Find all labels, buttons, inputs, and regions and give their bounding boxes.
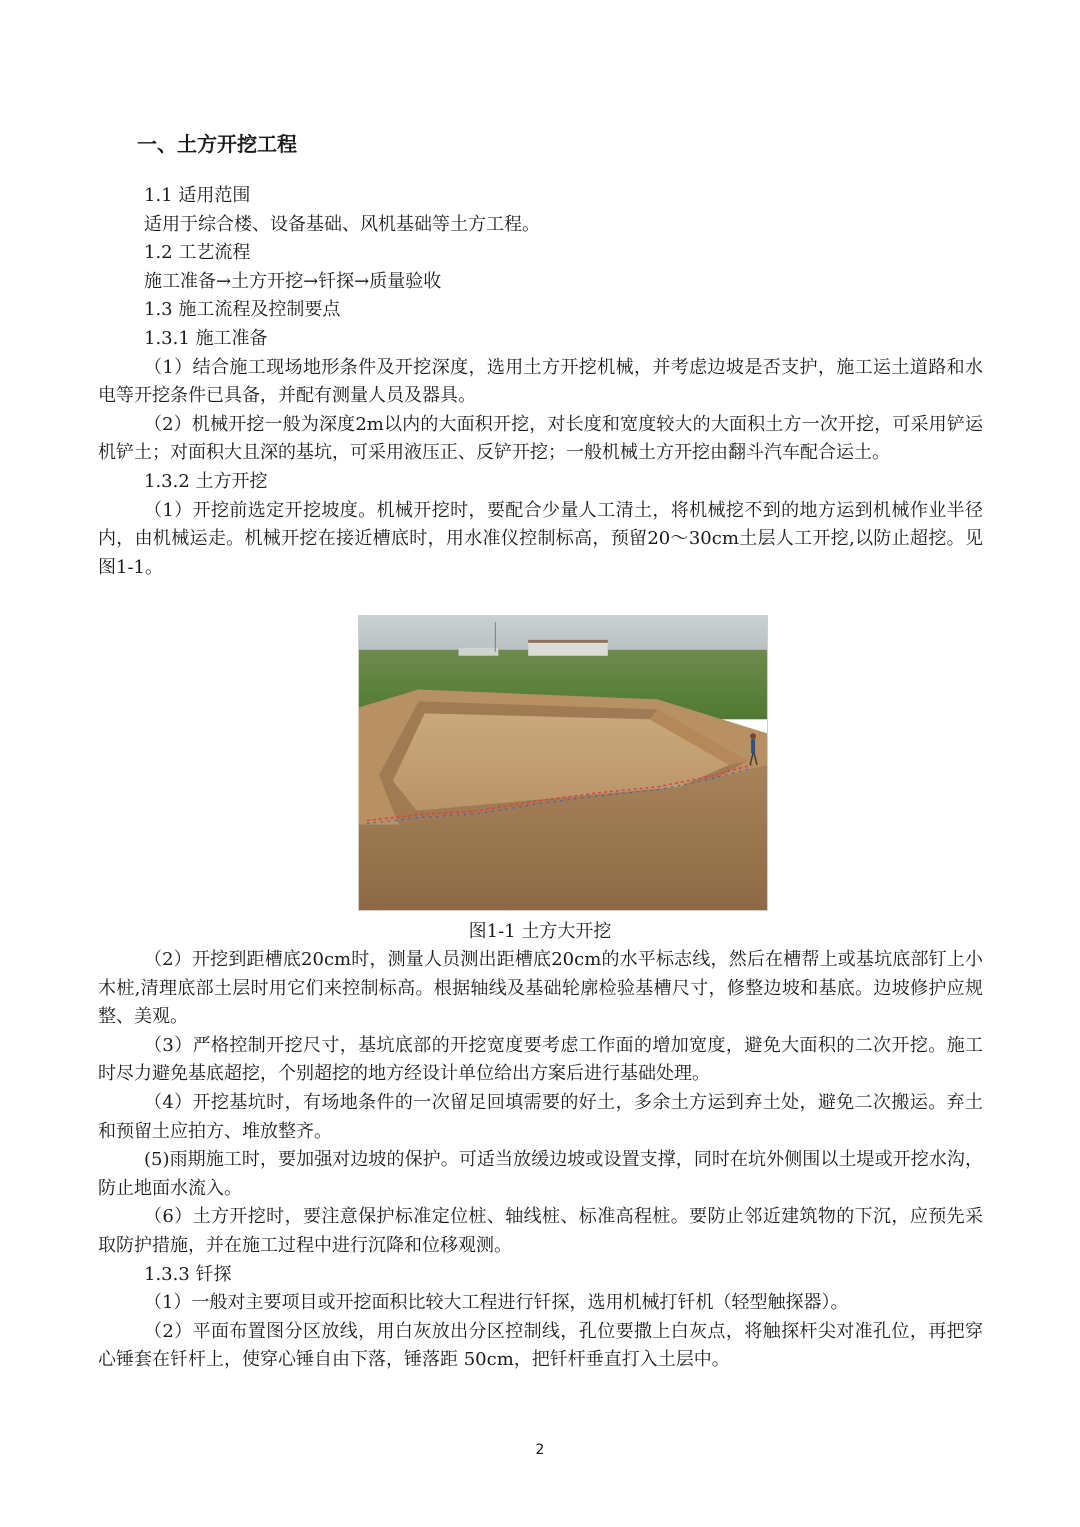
paragraph-1-3-2-item-3: （3）严格控制开挖尺寸，基坑底部的开挖宽度要考虑工作面的增加宽度，避免大面积的二次开挖。施工时尽力避免基底超挖，个别超挖的地方经设计单位给出方案后进行基础处理。 — [98, 1034, 983, 1085]
subsection-title-1-3-1: 1.3.1 施工准备 — [144, 327, 268, 349]
page-number: 2 — [535, 1442, 545, 1458]
text-block-upper — [98, 182, 983, 582]
paragraph-scope: 适用于综合楼、设备基础、风机基础等土方工程。 — [144, 213, 540, 235]
paragraph-1-3-1-item-1: （1）结合施工现场地形条件及开挖深度，选用土方开挖机械，并考虑边坡是否支护，施工运土道路和水电等开挖条件已具备，并配有测量人员及器具。 — [98, 356, 983, 407]
excavation-photo — [358, 615, 768, 911]
subsection-title-1-2: 1.2 工艺流程 — [144, 242, 251, 264]
paragraph-1-3-2-item-1: （1）开挖前选定开挖坡度。机械开挖时，要配合少量人工清土，将机械挖不到的地方运到机械作业半径内，由机械运走。机械开挖在接近槽底时，用水准仪控制标高，预留20～30cm土层人工开挖,以防止超挖。见图1-1。 — [98, 499, 983, 578]
paragraph-1-3-3-item-2: （2）平面布置图分区放线，用白灰放出分区控制线，孔位要撒上白灰点，将触探杆尖对准孔位，再把穿心锤套在钎杆上，使穿心锤自由下落，锤落距 50cm，把钎杆垂直打入土层中。 — [98, 1320, 983, 1371]
subsection-title-1-3-2: 1.3.2 土方开挖 — [144, 470, 268, 492]
paragraph-process-flow: 施工准备→土方开挖→钎探→质量验收 — [144, 270, 442, 292]
excavation-photo-illustration — [359, 616, 767, 910]
paragraph-1-3-2-item-6: （6）土方开挖时，要注意保护标准定位桩、轴线桩、标准高程桩。要防止邻近建筑物的下沉，应预先采取防护措施，并在施工过程中进行沉降和位移观测。 — [98, 1206, 983, 1256]
section-heading: 一、土方开挖工程 — [137, 132, 297, 156]
paragraph-1-3-1-item-2: （2）机械开挖一般为深度2m以内的大面积开挖，对长度和宽度较大的大面积土方一次开挖，可采用铲运机铲土；对面积大且深的基坑，可采用液压正、反铲开挖；一般机械土方开挖由翻斗汽车配合运土。 — [98, 413, 983, 464]
paragraph-1-3-2-item-2: （2）开挖到距槽底20cm时，测量人员测出距槽底20cm的水平标志线，然后在槽帮上或基坑底部钉上小木桩,清理底部土层时用它们来控制标高。根据轴线及基础轮廓检验基槽尺寸，修整边坡和基底。边坡修护应规整、美观。 — [98, 949, 983, 1028]
subsection-title-1-1: 1.1 适用范围 — [144, 185, 251, 206]
paragraph-1-3-2-item-5: (5)雨期施工时，要加强对边坡的保护。可适当放缓边坡或设置支撑，同时在坑外侧围以土堤或开挖水沟，防止地面水流入。 — [98, 1149, 983, 1199]
figure-caption: 图1-1 土方大开挖 — [468, 921, 612, 942]
subsection-title-1-3: 1.3 施工流程及控制要点 — [144, 299, 341, 321]
subsection-title-1-3-3: 1.3.3 钎探 — [144, 1263, 232, 1285]
paragraph-1-3-3-item-1: （1）一般对主要项目或开挖面积比较大工程进行钎探，选用机械打钎机（轻型触探器）。 — [144, 1292, 849, 1314]
text-block-lower — [98, 946, 983, 1375]
paragraph-1-3-2-item-4: （4）开挖基坑时，有场地条件的一次留足回填需要的好土，多余土方运到弃土处，避免二次搬运。弃土和预留土应拍方、堆放整齐。 — [98, 1091, 983, 1142]
